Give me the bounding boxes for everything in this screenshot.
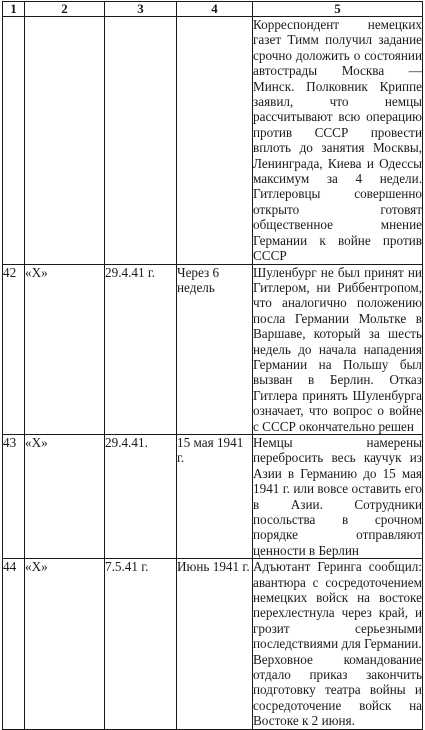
table-row xyxy=(3,17,423,265)
row-number: 42 xyxy=(3,264,25,434)
content-paragraph: Адъютант Геринга сообщил: авантюра с сосредоточением немецких войск на востоке перехлестнула через край, и грозит серьезными последствиями для Германии. xyxy=(253,559,422,652)
row-source: «Х» xyxy=(25,559,105,729)
row-term: Через 6 недель xyxy=(177,264,253,434)
column-header-4: 4 xyxy=(177,2,253,17)
content-paragraph: Верховное командование отдало приказ закончить подготовку театра войны и сосредоточение войск на Востоке к 2 июня. xyxy=(253,651,422,729)
content-paragraph: Шуленбург не был принят ни Гитлером, ни Риббентропом, что аналогично положению посла Германии Мольтке в Варшаве, который за шесть недель до начала нападения Германии на Польшу был вызван в Берлин. Отказ Гитлера принять Шуленбурга означает, что вопрос о войне с СССР окончательно решен xyxy=(253,264,422,434)
column-header-2: 2 xyxy=(25,2,105,17)
row-source xyxy=(25,17,105,265)
table-row xyxy=(3,264,423,434)
column-header-5: 5 xyxy=(253,2,423,17)
row-date: 29.4.41 г. xyxy=(105,264,177,434)
row-content xyxy=(253,434,423,558)
row-content xyxy=(253,264,423,434)
table-row xyxy=(3,559,423,729)
row-content xyxy=(253,17,423,265)
content-paragraph: Немцы намерены перебросить весь каучук из Азии в Германию до 15 мая 1941 г. или вовсе оставить его в Азии. Сотрудники посольства в срочном порядке отправляют ценности в Берлин xyxy=(253,434,422,558)
row-term: Июнь 1941 г. xyxy=(177,559,253,729)
column-header-3: 3 xyxy=(105,2,177,17)
content-paragraph: Корреспондент немецких газет Тимм получил задание срочно доложить о состоянии автострады Москва — Минск. Полковник Криппе заявил, что немцы рассчитывают всю операцию против СССР провести вплоть до занятия Москвы, Ленинграда, Киева и Одессы максимум за 4 недели. Гитлеровцы совершенно открыто готовят общественное мнение Германии к войне против СССР xyxy=(253,17,422,264)
row-number: 44 xyxy=(3,559,25,729)
row-content xyxy=(253,559,423,729)
row-date xyxy=(105,17,177,265)
row-term xyxy=(177,17,253,265)
header-row xyxy=(3,2,423,17)
column-header-1: 1 xyxy=(3,2,25,17)
row-source: «Х» xyxy=(25,434,105,558)
row-date: 29.4.41. xyxy=(105,434,177,558)
table-row xyxy=(3,434,423,558)
row-number: 43 xyxy=(3,434,25,558)
row-term: 15 мая 1941 г. xyxy=(177,434,253,558)
row-date: 7.5.41 г. xyxy=(105,559,177,729)
document-table xyxy=(2,1,423,730)
row-number xyxy=(3,17,25,265)
row-source: «Х» xyxy=(25,264,105,434)
